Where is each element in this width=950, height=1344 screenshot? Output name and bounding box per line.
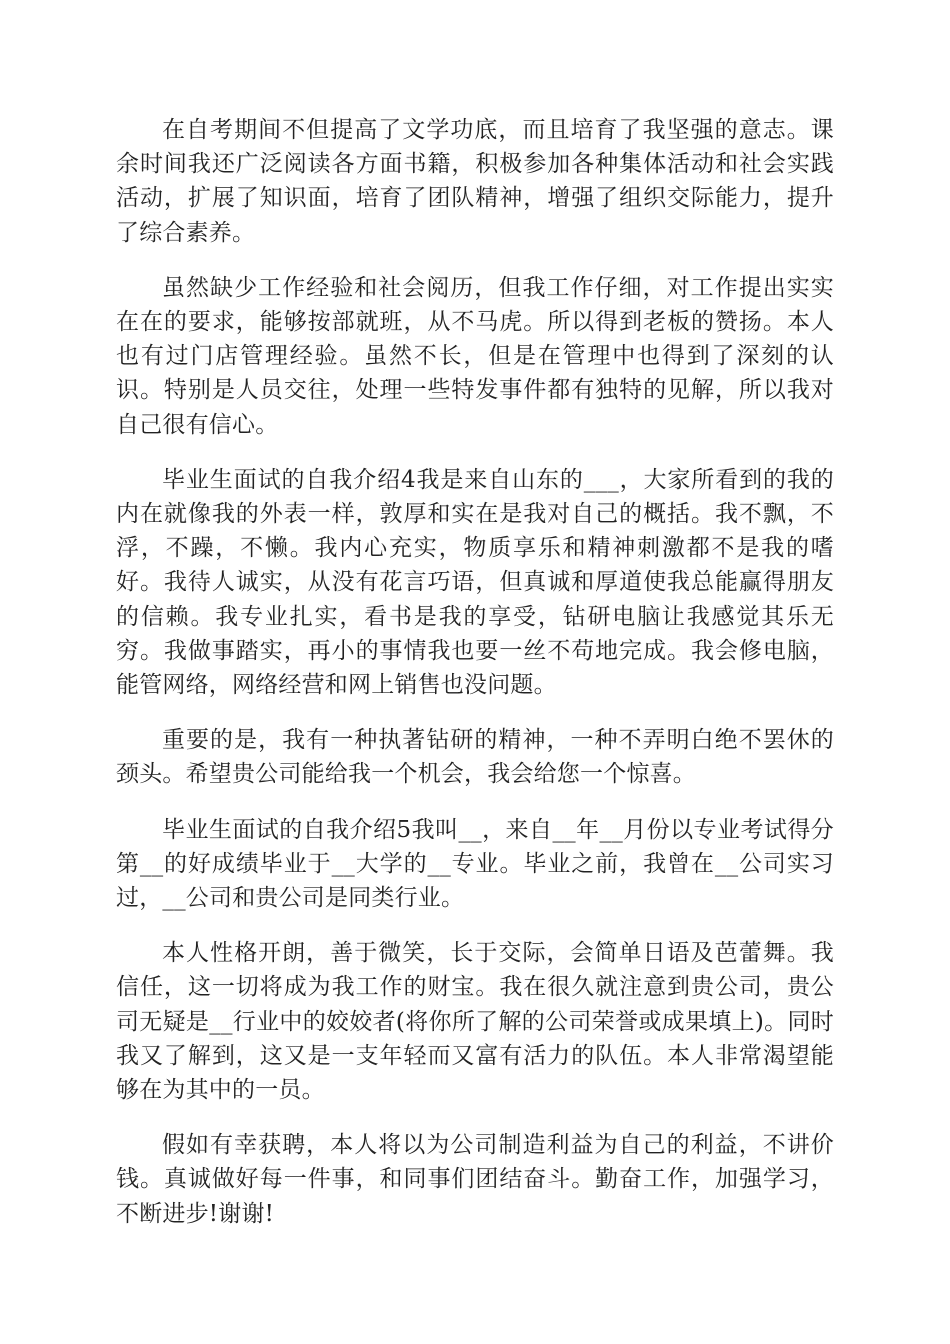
paragraph: 重要的是，我有一种执著钻研的精神，一种不弄明白绝不罢休的颈头。希望贵公司能给我一个机会，我会给您一个惊喜。 xyxy=(116,727,834,788)
paragraph: 虽然缺少工作经验和社会阅历，但我工作仔细，对工作提出实实在在的要求，能够按部就班，从不马虎。所以得到老板的赞扬。本人也有过门店管理经验。虽然不长，但是在管理中也得到了深刻的认识。特别是人员交往，处理一些特发事件都有独特的见解，所以我对自己很有信心。 xyxy=(116,274,834,438)
paragraph: 本人性格开朗，善于微笑，长于交际，会简单日语及芭蕾舞。我信任，这一切将成为我工作的财宝。我在很久就注意到贵公司，贵公司无疑是__行业中的姣姣者(将你所了解的公司荣誉或成果填上)。同时我又了解到，这又是一支年轻而又富有活力的队伍。本人非常渴望能够在为其中的一员。 xyxy=(116,940,834,1104)
paragraph: 毕业生面试的自我介绍4我是来自山东的___，大家所看到的我的内在就像我的外表一样，敦厚和实在是我对自己的概括。我不飘，不浮，不躁，不懒。我内心充实，物质享乐和精神刺激都不是我的嗜好。我待人诚实，从没有花言巧语，但真诚和厚道使我总能赢得朋友的信赖。我专业扎实，看书是我的享受，钻研电脑让我感觉其乐无穷。我做事踏实，再小的事情我也要一丝不苟地完成。我会修电脑，能管网络，网络经营和网上销售也没问题。 xyxy=(116,466,834,699)
paragraph: 毕业生面试的自我介绍5我叫__，来自__年__月份以专业考试得分第__的好成绩毕业于__大学的__专业。毕业之前，我曾在__公司实习过，__公司和贵公司是同类行业。 xyxy=(116,816,834,912)
paragraph: 假如有幸获聘，本人将以为公司制造利益为自己的利益，不讲价钱。真诚做好每一件事，和同事们团结奋斗。勤奋工作，加强学习，不断进步!谢谢! xyxy=(116,1132,834,1227)
document-page xyxy=(116,113,834,1252)
paragraph: 在自考期间不但提高了文学功底，而且培育了我坚强的意志。课余时间我还广泛阅读各方面书籍，积极参加各种集体活动和社会实践活动，扩展了知识面，培育了团队精神，增强了组织交际能力，提升了综合素养。 xyxy=(116,117,834,246)
